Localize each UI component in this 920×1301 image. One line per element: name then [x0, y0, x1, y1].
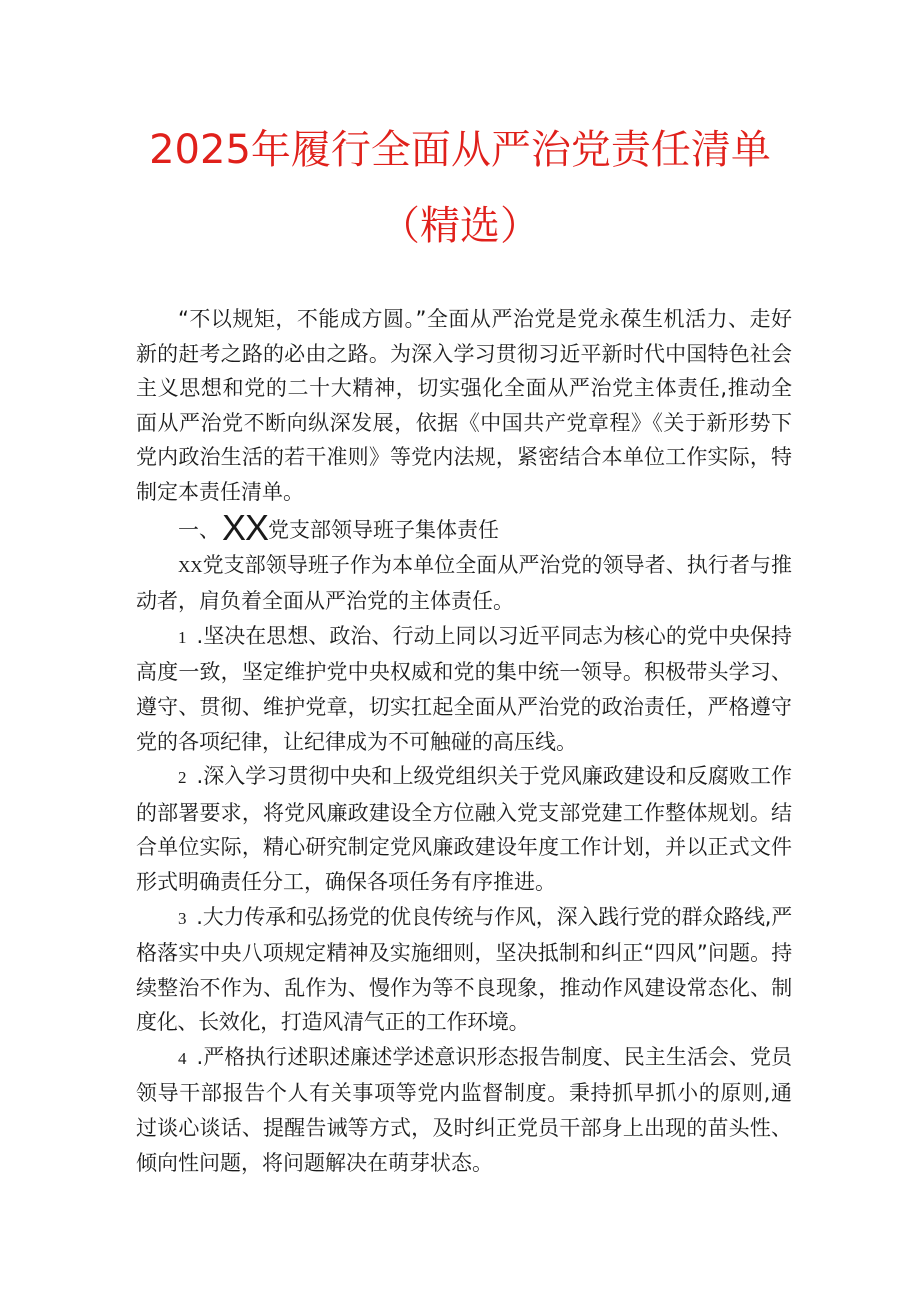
document-subtitle: （精选）	[380, 203, 540, 249]
section-intro-xx: XX	[178, 556, 203, 576]
list-item-text: .严格执行述职述廉述学述意识形态报告制度、民主生活会、党员领导干部报告个人有关事项等党内监督制度。秉持抓早抓小的原则,通过谈心谈话、提醒告诫等方式，及时纠正党员干部身上出现的苗头性、倾向性问题，将问题解决在萌芽状态。	[136, 1044, 792, 1175]
section-intro-paragraph	[136, 548, 792, 619]
list-item-text: .深入学习贯彻中央和上级党组织关于党风廉政建设和反腐败工作的部署要求，将党风廉政建设全方位融入党支部党建工作整体规划。结合单位实际，精心研究制定党风廉政建设年度工作计划，并以正式文件形式明确责任分工，确保各项任务有序推进。	[136, 764, 792, 894]
section-number: 一、	[178, 517, 220, 542]
document-title: 2025年履行全面从严治党责任清单	[149, 127, 771, 173]
intro-paragraph: “不以规矩，不能成方圆。”全面从严治党是党永葆生机活力、走好新的赶考之路的必由之路。为深入学习贯彻习近平新时代中国特色社会主义思想和党的二十大精神，切实强化全面从严治党主体责任,推动全面从严治党不断向纵深发展，依据《中国共产党章程》《关于新形势下党内政治生活的若干准则》等党内法规，紧密结合本单位工作实际，特制定本责任清单。	[136, 307, 792, 504]
list-item-2	[136, 759, 792, 899]
section-intro-text: 党支部领导班子作为本单位全面从严治党的领导者、执行者与推动者，肩负着全面从严治党的主体责任。	[136, 552, 792, 614]
list-item-text: .大力传承和弘扬党的优良传统与作风，深入践行党的群众路线,严格落实中央八项规定精神及实施细则，坚决抵制和纠正“四风”问题。持续整治不作为、乱作为、慢作为等不良现象，推动作风建设常态化、制度化、长效化，打造风清气正的工作环境。	[136, 904, 792, 1035]
section-heading	[136, 506, 792, 548]
list-item-text: .坚决在思想、政治、行动上同以习近平同志为核心的党中央保持高度一致，坚定维护党中央权威和党的集中统一领导。积极带头学习、遵守、贯彻、维护党章，切实扛起全面从严治党的政治责任，严格遵守党的各项纪律，让纪律成为不可触碰的高压线。	[136, 623, 792, 754]
document-body	[136, 302, 792, 1180]
list-item-1	[136, 619, 792, 759]
list-item-number: 3	[178, 908, 187, 928]
list-item-number: 2	[178, 768, 187, 788]
list-item-number: 1	[178, 627, 187, 647]
section-heading-xx: XX	[222, 506, 269, 548]
list-item-4	[136, 1040, 792, 1180]
list-item-3	[136, 900, 792, 1040]
section-heading-text: 党支部领导班子集体责任	[268, 517, 500, 542]
list-item-number: 4	[178, 1048, 187, 1068]
